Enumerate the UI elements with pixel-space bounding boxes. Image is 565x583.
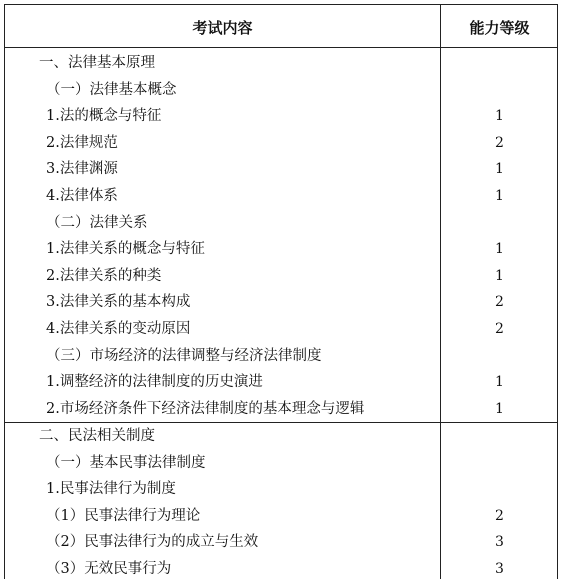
row-level: 2 (495, 134, 504, 151)
row-content: 3.法律关系的基本构成 (46, 294, 191, 311)
row-content: 1.法律关系的概念与特征 (46, 241, 205, 258)
row-content: 2.市场经济条件下经济法律制度的基本理念与逻辑 (46, 400, 365, 417)
row-content: （一）法律基本概念 (46, 81, 177, 98)
row-content: 2.法律关系的种类 (46, 267, 162, 284)
row-level: 3 (495, 534, 504, 551)
row-level: 1 (495, 187, 504, 204)
row-content: 一、法律基本原理 (39, 55, 155, 71)
row-content: （三）市场经济的法律调整与经济法律制度 (46, 347, 322, 364)
row-level: 2 (495, 294, 504, 311)
row-level: 1 (495, 400, 504, 417)
table-header (5, 5, 557, 48)
table-row (5, 423, 557, 450)
row-level: 1 (495, 161, 504, 178)
table-row (5, 503, 557, 530)
row-content: 2.法律规范 (46, 134, 118, 151)
row-level: 1 (495, 267, 504, 284)
table-row (5, 263, 557, 290)
row-level: 1 (495, 108, 504, 125)
table-row (5, 476, 557, 503)
row-content: （二）法律关系 (46, 214, 148, 231)
table-row (5, 236, 557, 263)
header-content: 考试内容 (192, 19, 253, 37)
section-1 (5, 50, 557, 422)
table-row (5, 77, 557, 104)
row-level: 2 (495, 320, 504, 337)
row-content: （一）基本民事法律制度 (46, 454, 206, 471)
table-row (5, 316, 557, 343)
row-content: 4.法律关系的变动原因 (46, 320, 191, 337)
table-row (5, 529, 557, 556)
table-row (5, 210, 557, 237)
row-level: 3 (495, 560, 504, 577)
exam-content-table (4, 4, 558, 579)
row-content: 3.法律渊源 (46, 161, 118, 178)
row-content: 1.调整经济的法律制度的历史演进 (46, 374, 263, 391)
table-row (5, 289, 557, 316)
table-row (5, 50, 557, 77)
row-level: 1 (495, 241, 504, 258)
row-content: （3）无效民事行为 (46, 560, 172, 577)
table-row (5, 343, 557, 370)
table-row (5, 396, 557, 423)
row-content: 二、民法相关制度 (39, 428, 155, 444)
table-row (5, 130, 557, 157)
row-content: 1.法的概念与特征 (46, 108, 162, 125)
table-row (5, 103, 557, 130)
row-content: 1.民事法律行为制度 (46, 481, 176, 498)
table-row (5, 183, 557, 210)
row-level: 2 (495, 507, 504, 524)
table-row (5, 369, 557, 396)
row-level: 1 (495, 374, 504, 391)
table-row (5, 450, 557, 477)
row-content: （2）民事法律行为的成立与生效 (46, 534, 259, 551)
section-2 (5, 422, 557, 583)
header-level: 能力等级 (469, 19, 530, 37)
table-row (5, 156, 557, 183)
row-content: 4.法律体系 (46, 187, 118, 204)
row-content: （1）民事法律行为理论 (46, 507, 201, 524)
